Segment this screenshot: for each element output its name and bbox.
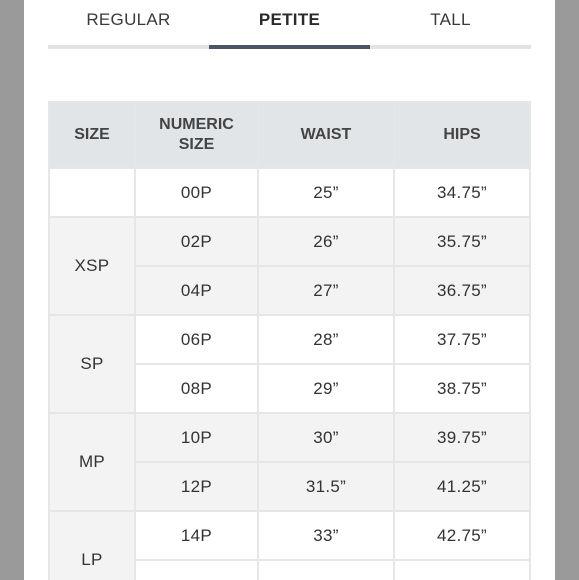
header-size-label: SIZE: [74, 126, 110, 143]
table-row: [49, 168, 530, 217]
hips-cell: [394, 560, 530, 580]
tab-regular[interactable]: [48, 0, 209, 48]
fit-tabs: [48, 0, 531, 50]
header-numeric-size: [135, 102, 258, 168]
size-chart-panel: [24, 0, 555, 580]
waist-cell: 28”: [258, 315, 394, 364]
hips-cell: 34.75”: [394, 168, 530, 217]
tab-regular-underline: [48, 45, 209, 49]
header-hips: [394, 102, 530, 168]
header-waist: [258, 102, 394, 168]
tab-petite-label: PETITE: [258, 10, 321, 29]
size-cell: [49, 168, 135, 217]
size-cell: MP: [49, 413, 135, 511]
table-row: [49, 217, 530, 266]
tab-tall[interactable]: [370, 0, 531, 48]
hips-cell: 41.25”: [394, 462, 530, 511]
tab-petite-underline: [209, 45, 370, 49]
waist-cell: 25”: [258, 168, 394, 217]
numeric-size-cell: 06P: [135, 315, 258, 364]
tab-regular-label: REGULAR: [86, 10, 171, 29]
table-row: [49, 511, 530, 560]
hips-cell: 36.75”: [394, 266, 530, 315]
waist-cell: 27”: [258, 266, 394, 315]
size-cell: XSP: [49, 217, 135, 315]
numeric-size-cell: 10P: [135, 413, 258, 462]
hips-cell: 42.75”: [394, 511, 530, 560]
waist-cell: 26”: [258, 217, 394, 266]
waist-cell: 33”: [258, 511, 394, 560]
tab-petite[interactable]: [209, 0, 370, 48]
waist-cell: 29”: [258, 364, 394, 413]
waist-cell: 30”: [258, 413, 394, 462]
size-table: [48, 101, 531, 580]
hips-cell: 39.75”: [394, 413, 530, 462]
waist-cell: [258, 560, 394, 580]
table-row: [49, 413, 530, 462]
table-header-row: [49, 102, 530, 168]
header-numeric-line1: NUMERIC: [159, 116, 234, 133]
size-cell: SP: [49, 315, 135, 413]
tab-tall-underline: [370, 45, 531, 49]
numeric-size-cell: 14P: [135, 511, 258, 560]
hips-cell: 37.75”: [394, 315, 530, 364]
header-hips-label: HIPS: [443, 126, 481, 143]
numeric-size-cell: 00P: [135, 168, 258, 217]
hips-cell: 35.75”: [394, 217, 530, 266]
numeric-size-cell: 12P: [135, 462, 258, 511]
tab-tall-label: TALL: [430, 10, 471, 29]
table-row: [49, 315, 530, 364]
numeric-size-cell: 02P: [135, 217, 258, 266]
size-cell: LP: [49, 511, 135, 580]
hips-cell: 38.75”: [394, 364, 530, 413]
numeric-size-cell: 08P: [135, 364, 258, 413]
header-numeric-line2: SIZE: [178, 136, 215, 153]
waist-cell: 31.5”: [258, 462, 394, 511]
header-size: [49, 102, 135, 168]
numeric-size-cell: 04P: [135, 266, 258, 315]
header-waist-label: WAIST: [300, 126, 352, 143]
numeric-size-cell: [135, 560, 258, 580]
